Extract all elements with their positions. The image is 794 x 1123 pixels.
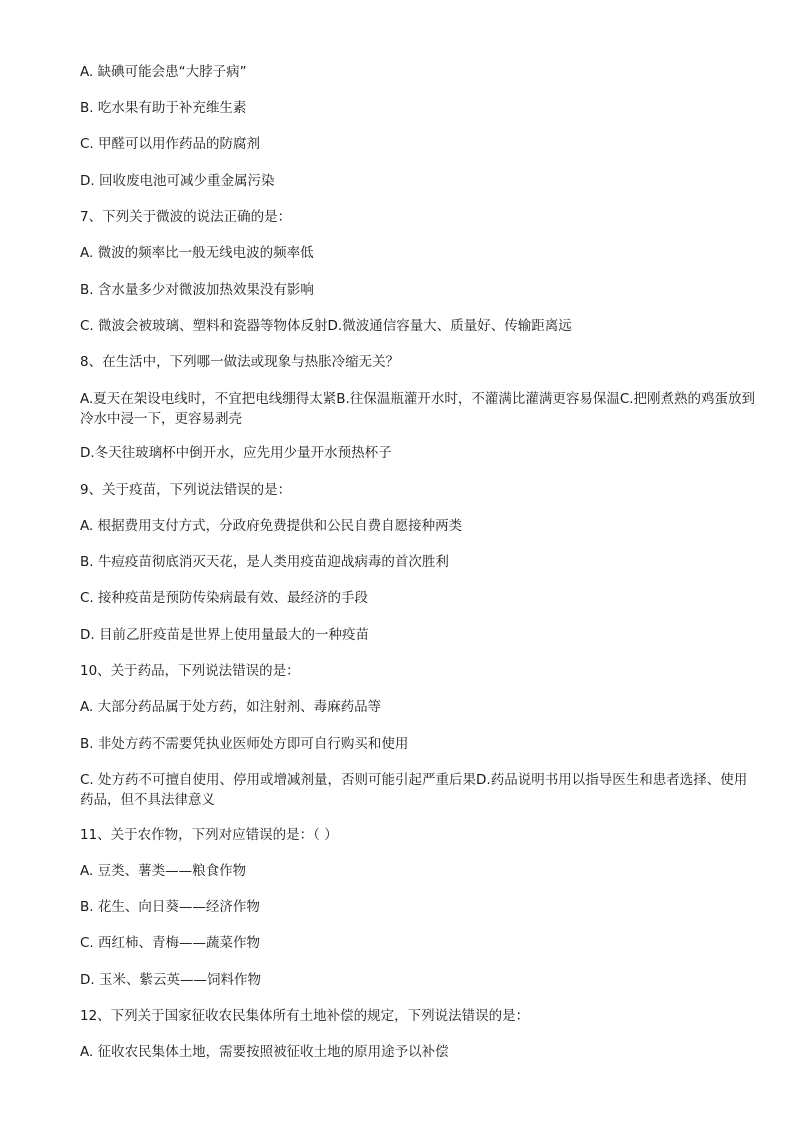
option-d-q11: D. 玉米、紫云英——饲料作物 xyxy=(80,972,261,988)
option-a-b-c-q8: A.夏天在架设电线时，不宜把电线绷得太紧B.往保温瓶灌开水时，不灌满比灌满更容易保温C.把刚煮熟的鸡蛋放到冷水中浸一下，更容易剥壳 xyxy=(80,391,756,427)
option-c-q11: C. 西红柿、青梅——蔬菜作物 xyxy=(80,935,261,951)
option-a-q12: A. 征收农民集体土地，需要按照被征收土地的原用途予以补偿 xyxy=(80,1044,449,1060)
option-a-q7: A. 微波的频率比一般无线电波的频率低 xyxy=(80,245,314,261)
option-a-q9: A. 根据费用支付方式，分政府免费提供和公民自费自愿接种两类 xyxy=(80,518,463,534)
question-12: 12、下列关于国家征收农民集体所有土地补偿的规定，下列说法错误的是： xyxy=(80,1008,530,1024)
question-8: 8、在生活中，下列哪一做法或现象与热胀冷缩无关？ xyxy=(80,354,400,370)
option-d-q6: D. 回收废电池可减少重金属污染 xyxy=(80,173,275,189)
option-c-q6: C. 甲醛可以用作药品的防腐剂 xyxy=(80,136,261,152)
option-b-q9: B. 牛痘疫苗彻底消灭天花，是人类用疫苗迎战病毒的首次胜利 xyxy=(80,554,449,570)
option-b-q11: B. 花生、向日葵——经济作物 xyxy=(80,899,260,915)
option-d-q8: D.冬天往玻璃杯中倒开水，应先用少量开水预热杯子 xyxy=(80,445,392,461)
question-9: 9、关于疫苗，下列说法错误的是： xyxy=(80,482,292,498)
option-b-q10: B. 非处方药不需要凭执业医师处方即可自行购买和使用 xyxy=(80,736,409,752)
option-b-q7: B. 含水量多少对微波加热效果没有影响 xyxy=(80,282,314,298)
option-a-q11: A. 豆类、薯类——粮食作物 xyxy=(80,863,247,879)
option-c-d-q10: C. 处方药不可擅自使用、停用或增减剂量，否则可能引起严重后果D.药品说明书用以指导医生和患者选择、使用药品，但不具法律意义 xyxy=(80,772,748,808)
option-a-q10: A. 大部分药品属于处方药，如注射剂、毒麻药品等 xyxy=(80,699,382,715)
question-7: 7、下列关于微波的说法正确的是： xyxy=(80,209,292,225)
option-c-d-q7: C. 微波会被玻璃、塑料和瓷器等物体反射D.微波通信容量大、质量好、传输距离远 xyxy=(80,318,572,334)
option-a-q6: A. 缺碘可能会患“大脖子病” xyxy=(80,64,247,80)
option-c-q9: C. 接种疫苗是预防传染病最有效、最经济的手段 xyxy=(80,590,369,606)
question-11: 11、关于农作物，下列对应错误的是：（ ） xyxy=(80,827,338,843)
option-d-q9: D. 目前乙肝疫苗是世界上使用量最大的一种疫苗 xyxy=(80,627,369,643)
question-10: 10、关于药品，下列说法错误的是： xyxy=(80,663,300,679)
option-b-q6: B. 吃水果有助于补充维生素 xyxy=(80,100,247,116)
